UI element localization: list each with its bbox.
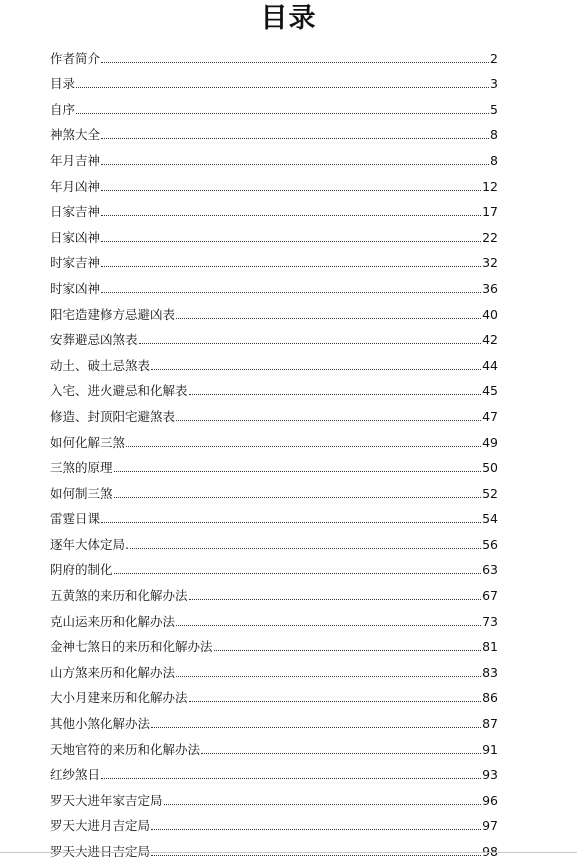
toc-entry-page-number: 47	[482, 408, 498, 424]
dot-leader	[151, 855, 481, 856]
toc-entry-title: 日家吉神	[50, 204, 101, 220]
dot-leader	[151, 369, 481, 370]
dot-leader	[101, 778, 481, 779]
toc-entry-title: 如何化解三煞	[50, 434, 126, 450]
dot-leader	[101, 522, 481, 523]
toc-entry-page-number: 49	[482, 434, 498, 450]
dot-leader	[101, 164, 489, 165]
toc-entry	[50, 834, 498, 860]
toc-entry-page-number: 54	[482, 511, 498, 527]
toc-entry	[50, 374, 498, 400]
toc-entry-page-number: 93	[482, 767, 498, 783]
toc-entry	[50, 451, 498, 477]
toc-entry	[50, 604, 498, 630]
toc-entry-page-number: 91	[482, 741, 498, 757]
toc-entry	[50, 476, 498, 502]
toc-entry-title: 山方煞来历和化解办法	[50, 664, 176, 680]
toc-entry	[50, 271, 498, 297]
dot-leader	[114, 471, 482, 472]
toc-entry-title: 罗天大进年家吉定局	[50, 792, 163, 808]
toc-entry	[50, 323, 498, 349]
toc-entry	[50, 67, 498, 93]
dot-leader	[189, 701, 482, 702]
dot-leader	[114, 573, 482, 574]
toc-entry-title: 年月吉神	[50, 152, 101, 168]
toc-entry-page-number: 86	[482, 690, 498, 706]
dot-leader	[176, 318, 481, 319]
toc-entry	[50, 527, 498, 553]
toc-entry-title: 阳宅造建修方忌避凶表	[50, 306, 176, 322]
toc-entry-page-number: 56	[482, 536, 498, 552]
toc-entry-page-number: 8	[490, 152, 498, 168]
toc-entry-title: 目录	[50, 76, 76, 92]
toc-entry-title: 克山运来历和化解办法	[50, 613, 176, 629]
toc-entry-page-number: 97	[482, 818, 498, 834]
toc-entry-title: 大小月建来历和化解办法	[50, 690, 188, 706]
dot-leader	[176, 420, 481, 421]
toc-entry	[50, 732, 498, 758]
dot-leader	[101, 138, 489, 139]
toc-entry	[50, 502, 498, 528]
dot-leader	[114, 497, 482, 498]
toc-entry	[50, 143, 498, 169]
toc-entry-title: 年月凶神	[50, 178, 101, 194]
dot-leader	[176, 676, 481, 677]
toc-entry-title: 罗天大进日吉定局	[50, 844, 151, 859]
toc-entry-page-number: 5	[490, 101, 498, 117]
toc-entry-page-number: 83	[482, 664, 498, 680]
table-of-contents	[50, 41, 498, 860]
page-title: 目录	[260, 3, 317, 34]
toc-entry-title: 阴府的制化	[50, 562, 113, 578]
toc-entry	[50, 399, 498, 425]
toc-entry-page-number: 87	[482, 716, 498, 732]
toc-entry	[50, 425, 498, 451]
toc-entry	[50, 783, 498, 809]
dot-leader	[176, 625, 481, 626]
dot-leader	[76, 87, 489, 88]
toc-entry	[50, 758, 498, 784]
toc-entry	[50, 118, 498, 144]
toc-entry-page-number: 63	[482, 562, 498, 578]
toc-entry-title: 作者简介	[50, 50, 101, 66]
toc-entry-page-number: 40	[482, 306, 498, 322]
toc-entry-title: 红纱煞日	[50, 767, 101, 783]
toc-entry	[50, 92, 498, 118]
toc-entry-title: 逐年大体定局.	[50, 536, 129, 552]
dot-leader	[189, 599, 482, 600]
toc-entry	[50, 297, 498, 323]
dot-leader	[164, 804, 482, 805]
dot-leader	[101, 292, 481, 293]
dot-leader	[214, 650, 482, 651]
toc-entry-page-number: 52	[482, 485, 498, 501]
dot-leader	[101, 190, 481, 191]
toc-entry-title: 金神七煞日的来历和化解办法	[50, 639, 213, 655]
toc-entry	[50, 348, 498, 374]
toc-entry-page-number: 2	[490, 50, 498, 66]
dot-leader	[101, 241, 481, 242]
toc-entry-page-number: 3	[490, 76, 498, 92]
toc-entry-title: 修造、封顶阳宅避煞表	[50, 408, 176, 424]
toc-entry-page-number: 67	[482, 588, 498, 604]
dot-leader	[201, 753, 481, 754]
toc-entry	[50, 681, 498, 707]
toc-entry-page-number: 8	[490, 127, 498, 143]
toc-entry	[50, 246, 498, 272]
toc-entry-title: 自序	[50, 101, 76, 117]
dot-leader	[101, 215, 481, 216]
toc-entry-title: 安葬避忌凶煞表	[50, 332, 138, 348]
toc-entry-title: 日家凶神	[50, 229, 101, 245]
toc-entry-title: 其他小煞化解办法	[50, 716, 151, 732]
toc-entry-title: 入宅、进火避忌和化解表	[50, 383, 188, 399]
toc-entry	[50, 655, 498, 681]
dot-leader	[101, 62, 489, 63]
toc-entry	[50, 706, 498, 732]
toc-entry-page-number: 96	[482, 792, 498, 808]
toc-entry-title: 天地官符的来历和化解办法	[50, 741, 201, 757]
toc-entry-page-number: 36	[482, 280, 498, 296]
toc-entry	[50, 630, 498, 656]
toc-entry	[50, 220, 498, 246]
dot-leader	[76, 113, 489, 114]
toc-entry-title: 三煞的原理	[50, 460, 113, 476]
toc-entry	[50, 169, 498, 195]
toc-entry	[50, 578, 498, 604]
toc-entry-page-number: 17	[482, 204, 498, 220]
toc-entry-page-number: 12	[482, 178, 498, 194]
dot-leader	[130, 548, 481, 549]
toc-entry-title: 神煞大全	[50, 127, 101, 143]
toc-entry-page-number: 22	[482, 229, 498, 245]
toc-entry-page-number: 42	[482, 332, 498, 348]
toc-entry-title: 雷霆日课	[50, 511, 101, 527]
toc-entry-page-number: 44	[482, 357, 498, 373]
toc-entry-title: 罗天大进月吉定局	[50, 818, 151, 834]
toc-entry-page-number: 50	[482, 460, 498, 476]
dot-leader	[189, 394, 482, 395]
toc-entry-title: 五黄煞的来历和化解办法	[50, 588, 188, 604]
toc-entry	[50, 195, 498, 221]
toc-entry-title: 动土、破土忌煞表	[50, 357, 151, 373]
toc-entry-page-number: 32	[482, 255, 498, 271]
toc-entry-title: 如何制三煞	[50, 485, 113, 501]
toc-entry-page-number: 73	[482, 613, 498, 629]
dot-leader	[151, 727, 481, 728]
dot-leader	[126, 446, 481, 447]
dot-leader	[101, 266, 481, 267]
toc-entry	[50, 41, 498, 67]
toc-entry	[50, 553, 498, 579]
toc-entry-page-number: 45	[482, 383, 498, 399]
dot-leader	[139, 343, 482, 344]
toc-entry-title: 时家凶神	[50, 280, 101, 296]
toc-entry-title: 时家吉神	[50, 255, 101, 271]
toc-entry	[50, 809, 498, 835]
dot-leader	[151, 829, 481, 830]
toc-entry-page-number: 98	[482, 844, 498, 859]
bottom-divider	[0, 852, 577, 853]
toc-entry-page-number: 81	[482, 639, 498, 655]
